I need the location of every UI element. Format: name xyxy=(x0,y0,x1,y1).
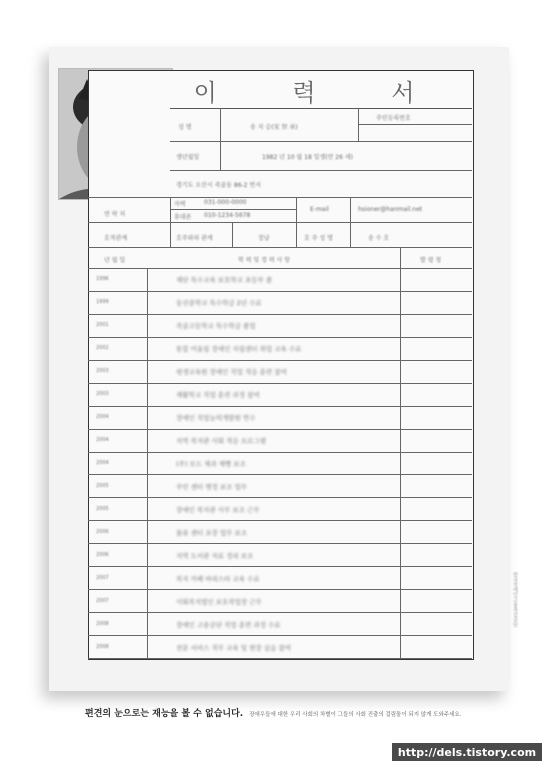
row-year: 2008 xyxy=(96,621,109,627)
row-description: 장애인 직업능력개발원 연수 xyxy=(176,414,256,422)
head-label: 호 주 성 명 xyxy=(304,235,333,242)
side-note: 한국장애인고용촉진공단 xyxy=(512,572,518,627)
row-year: 1996 xyxy=(96,276,109,282)
grid-line xyxy=(232,222,233,247)
row-description: 전문 서비스 직무 교육 및 현장 실습 참여 xyxy=(176,644,291,652)
table-row xyxy=(88,337,472,338)
grid-line xyxy=(220,108,221,170)
grid-line xyxy=(88,222,472,223)
head-value: 송 수 호 xyxy=(368,235,390,242)
grid-line xyxy=(170,209,296,210)
table-row xyxy=(88,406,472,407)
row-description: 재단 특수교육 보호학교 초등부 졸 xyxy=(176,276,273,284)
table-row xyxy=(88,474,472,475)
watermark-url: http://dels.tistory.com xyxy=(392,743,542,761)
row-year: 2004 xyxy=(96,414,109,420)
table-row xyxy=(88,383,472,384)
row-year: 2003 xyxy=(96,391,109,397)
history-header-date: 년 월 일 xyxy=(104,257,126,264)
table-row xyxy=(88,452,472,453)
row-year: 2008 xyxy=(96,644,109,650)
table-row xyxy=(88,635,472,636)
email-label: E-mail xyxy=(310,206,329,213)
grid-line xyxy=(88,197,472,198)
history-header-issuer: 발 령 청 xyxy=(420,257,442,264)
birth-label: 생년월일 xyxy=(176,154,200,161)
table-row xyxy=(88,291,472,292)
address-value: 경기도 오산시 죽골동 86-2 번지 xyxy=(176,182,262,189)
row-description: 장애인 복지관 사무 보조 근무 xyxy=(176,506,260,514)
row-description: 주민 센터 행정 보조 업무 xyxy=(176,483,248,491)
row-year: 2004 xyxy=(96,460,109,466)
history-header-detail: 학 력 및 경 력 사 항 xyxy=(238,257,291,264)
grid-line xyxy=(170,170,472,171)
row-year: 2006 xyxy=(96,552,109,558)
row-description: 재활학교 직업 훈련 과정 참여 xyxy=(176,391,260,399)
table-row xyxy=(88,429,472,430)
birth-value: 1982 년 10 월 18 일생(만 26 세) xyxy=(262,154,353,161)
resume-title: 이 력 서 xyxy=(170,72,472,109)
grid-line xyxy=(296,197,297,247)
grid-line xyxy=(88,247,472,248)
row-year: 2004 xyxy=(96,437,109,443)
row-year: 2007 xyxy=(96,598,109,604)
contact-label: 연 락 처 xyxy=(104,211,126,218)
grid-line xyxy=(147,268,148,658)
home-phone-label: 자택 xyxy=(174,201,186,208)
row-description: 동선중학교 특수학급 2년 수료 xyxy=(176,299,262,307)
row-description: 사회복지법인 보호작업장 근무 xyxy=(176,598,262,606)
mobile-label: 휴대폰 xyxy=(174,214,192,221)
grid-line xyxy=(358,124,472,125)
grid-line xyxy=(350,197,351,247)
grid-line xyxy=(88,268,472,269)
row-year: 2002 xyxy=(96,345,109,351)
family-label: 호적관계 xyxy=(104,235,128,242)
row-description: 지역 복지관 사회 적응 프로그램 xyxy=(176,437,266,445)
family-head-value: 호주와의 관계 xyxy=(176,235,213,242)
relation-value: 장남 xyxy=(258,235,270,242)
row-year: 2001 xyxy=(96,322,109,328)
row-description: (주) 모드 제과 제빵 보조 xyxy=(176,460,246,468)
row-year: 2005 xyxy=(96,483,109,489)
table-row xyxy=(88,520,472,521)
footer xyxy=(85,706,461,719)
grid-line xyxy=(170,141,472,142)
mobile-value: 010-1234-5678 xyxy=(204,212,251,219)
name-label: 성 명 xyxy=(178,124,192,131)
name-value: 송 지 승(宋 智 承) xyxy=(250,124,298,131)
row-description: 물류 센터 포장 업무 보조 xyxy=(176,529,248,537)
row-description: 통합 어울림 장애인 자립센터 취업 교육 수료 xyxy=(176,345,302,353)
row-year: 2007 xyxy=(96,575,109,581)
footer-subline: 장애우들에 대한 우리 사회의 차별이 그들의 사회 진출의 걸림돌이 되지 않게 도와주세요. xyxy=(249,712,462,718)
reg-label: 주민등록번호 xyxy=(376,115,411,122)
row-description: 죽골고등학교 특수학급 졸업 xyxy=(176,322,256,330)
table-row xyxy=(88,314,472,315)
table-row xyxy=(88,543,472,544)
table-row xyxy=(88,589,472,590)
footer-headline: 편견의 눈으로는 재능을 볼 수 없습니다. xyxy=(85,709,244,719)
email-value: hsioner@hanmail.net xyxy=(358,206,423,213)
row-description: 평생교육원 장애인 직업 적응 훈련 참여 xyxy=(176,368,287,376)
table-row xyxy=(88,497,472,498)
grid-line xyxy=(170,197,171,247)
row-year: 2005 xyxy=(96,506,109,512)
row-description: 장애인 고용공단 직업 훈련 과정 수료 xyxy=(176,621,281,629)
table-row xyxy=(88,566,472,567)
table-row xyxy=(88,658,472,659)
table-row xyxy=(88,612,472,613)
row-description: 지역 도서관 자료 정리 보조 xyxy=(176,552,254,560)
row-year: 2006 xyxy=(96,529,109,535)
row-year: 1999 xyxy=(96,299,109,305)
home-phone-value: 031-000-0000 xyxy=(204,199,247,206)
table-row xyxy=(88,360,472,361)
row-year: 2003 xyxy=(96,368,109,374)
row-description: 복지 카페 바리스타 교육 수료 xyxy=(176,575,260,583)
